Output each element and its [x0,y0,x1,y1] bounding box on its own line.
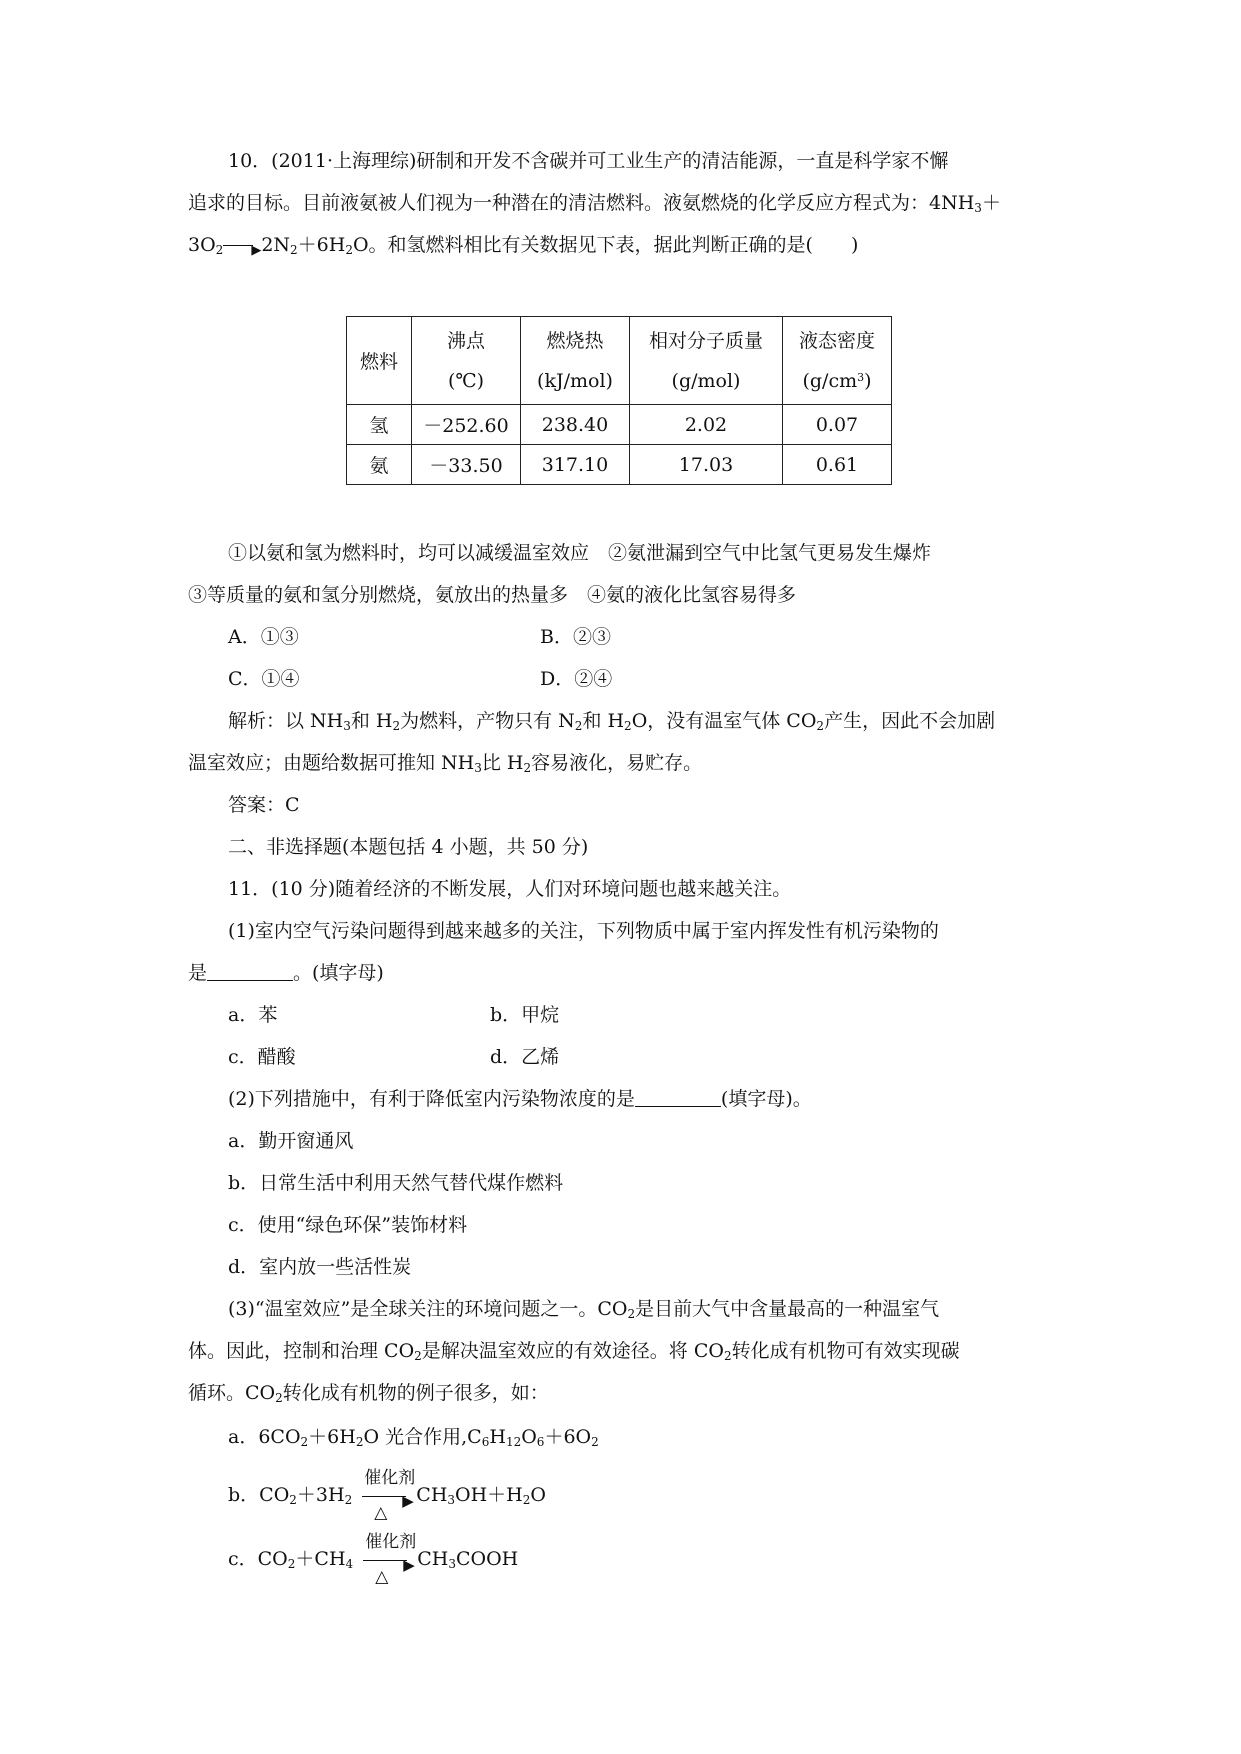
cell-fuel: 氢 [347,405,412,445]
cell-boiling-point: －252.60 [412,405,521,445]
q11-part3-line-3: 循环。$CO_2$转化成有机物的例子很多，如： [188,1382,549,1405]
q10-line-3: $3O_2$ ▶ $2N_2+6H_2O$。和氢燃料相比有关数据见下表，据此判断正确的是( ) [188,234,859,258]
analysis-line-1: 解析：以 $NH_3$和 $H_2$为燃料，产物只有 $N_2$和 $H_2O$，没有温室气体 $CO_2$产生，因此不会加剧 [228,710,996,733]
q11-part3-line-2: 体。因此，控制和治理 $CO_2$是解决温室效应的有效途径。将 $CO_2$转化成有机物可有效实现碳 [188,1340,960,1363]
catalyst-arrow-icon: 催化剂 ▶ △ [365,1532,417,1587]
cell-combustion-heat: 317.10 [521,445,630,485]
q11-part1-line-2: 是 。(填字母) [188,962,384,984]
answer-blank-1[interactable] [207,962,293,981]
header-molecular-mass: 相对分子质量 (g/mol) [630,317,783,405]
q11-part3-line-1: (3)“温室效应”是全球关注的环境问题之一。$CO_2$是目前大气中含量最高的一种温室气 [228,1298,940,1321]
option-c: C．①④ [228,668,300,690]
q11-part2-option-d: d．室内放一些活性炭 [228,1256,412,1278]
q11-part1-line-1: (1)室内空气污染问题得到越来越多的关注，下列物质中属于室内挥发性有机污染物的 [228,920,939,942]
cell-liquid-density: 0.07 [783,405,892,445]
reaction-b: b．$CO_2+3H_2$ 催化剂 ▶ △ $CH_3OH+H_2O$ [228,1468,546,1523]
option-b: B．②③ [540,626,611,648]
header-combustion-heat: 燃烧热 (kJ/mol) [521,317,630,405]
reaction-a: a．$6CO_2+6H_2O$ 光合作用$,C_6H_{12}O_6+6O_2$ [228,1426,599,1449]
cell-molecular-mass: 17.03 [630,445,783,485]
q11-title: 11．(10 分)随着经济的不断发展，人们对环境问题也越来越关注。 [228,878,792,900]
statement-line-1: ①以氨和氢为燃料时，均可以减缓温室效应 ②氨泄漏到空气中比氢气更易发生爆炸 [228,542,932,564]
answer-line: 答案：C [228,794,300,816]
cell-combustion-heat: 238.40 [521,405,630,445]
reaction-c: c．$CO_2+CH_4$ 催化剂 ▶ △ $CH_3COOH$ [228,1532,519,1587]
answer-blank-2[interactable] [635,1088,721,1107]
cell-liquid-density: 0.61 [783,445,892,485]
option-a: A．①③ [228,626,299,648]
statement-line-2: ③等质量的氨和氢分别燃烧，氨放出的热量多 ④氨的液化比氢容易得多 [188,584,797,606]
q10-line-1: 10．(2011·上海理综)研制和开发不含碳并可工业生产的清洁能源，一直是科学家不懈 [228,150,949,172]
q11-part1-option-a: a．苯 [228,1004,278,1026]
q11-part2-option-c: c．使用“绿色环保”装饰材料 [228,1214,468,1236]
option-d: D．②④ [540,668,613,690]
header-boiling-point: 沸点 (℃) [412,317,521,405]
cell-fuel: 氨 [347,445,412,485]
q10-line-2: 追求的目标。目前液氨被人们视为一种潜在的清洁燃料。液氨燃烧的化学反应方程式为：$4NH_3+$ [188,192,1001,215]
header-fuel: 燃料 [347,317,412,405]
cell-boiling-point: －33.50 [412,445,521,485]
table-row [347,445,892,485]
reaction-arrow-icon: ▶ [223,239,261,253]
cell-molecular-mass: 2.02 [630,405,783,445]
q11-part1-option-c: c．醋酸 [228,1046,296,1068]
header-liquid-density: 液态密度 $(g/cm^3)$ [783,317,892,405]
section-heading: 二、非选择题(本题包括 4 小题，共 50 分) [228,836,589,858]
q11-part1-option-b: b．甲烷 [490,1004,560,1026]
q11-part1-option-d: d．乙烯 [490,1046,560,1068]
table-header-row [347,317,892,405]
table-row [347,405,892,445]
q11-part2-option-b: b．日常生活中利用天然气替代煤作燃料 [228,1172,564,1194]
q11-part2-question: (2)下列措施中，有利于降低室内污染物浓度的是 (填字母)。 [228,1088,812,1110]
analysis-line-2: 温室效应；由题给数据可推知 $NH_3$比 $H_2$容易液化，易贮存。 [188,752,703,775]
catalyst-arrow-icon: 催化剂 ▶ △ [364,1468,416,1523]
fuel-data-table [346,316,892,485]
q11-part2-option-a: a．勤开窗通风 [228,1130,354,1152]
